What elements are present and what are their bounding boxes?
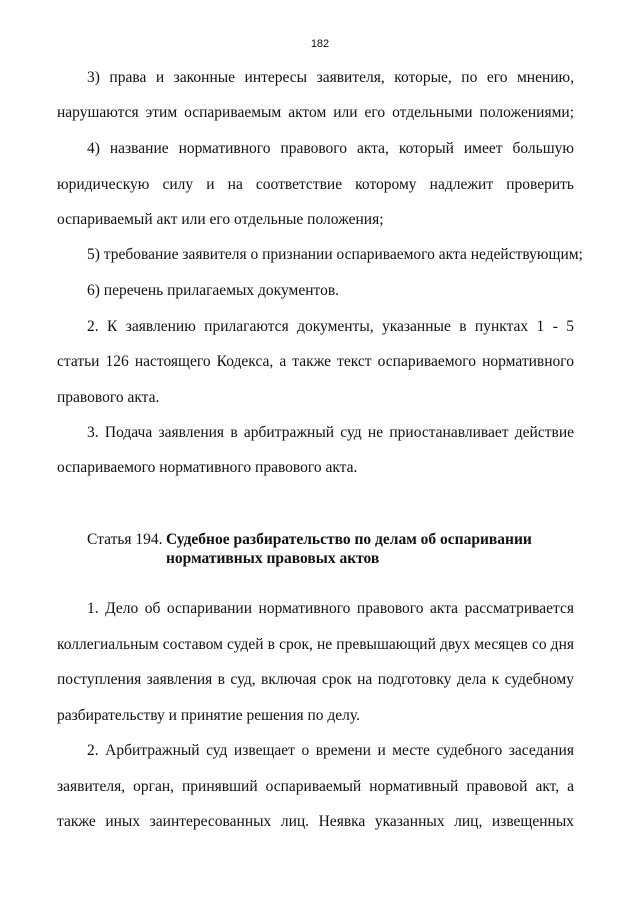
text-line: юридическую силу и на соответствие которому надлежит проверить bbox=[57, 176, 574, 193]
text-line: заявителя, орган, принявший оспариваемый нормативный правовой акт, а bbox=[57, 778, 574, 795]
text-line: 4) название нормативного правового акта, который имеет большую bbox=[87, 140, 574, 157]
text-line: правового акта. bbox=[57, 389, 160, 406]
text-line: оспариваемого нормативного правового акта. bbox=[57, 459, 358, 476]
text-line: 1. Дело об оспаривании нормативного правового акта рассматривается bbox=[87, 600, 574, 617]
article-title-continued: нормативных правовых актов bbox=[166, 550, 380, 567]
text-line: статьи 126 настоящего Кодекса, а также текст оспариваемого нормативного bbox=[57, 353, 574, 370]
text-line: 5) требование заявителя о признании оспариваемого акта недействующим; bbox=[87, 246, 583, 263]
text-line: оспариваемый акт или его отдельные положения; bbox=[57, 211, 384, 228]
article-number: Статья 194. bbox=[87, 531, 163, 548]
text-line: 2. Арбитражный суд извещает о времени и месте судебного заседания bbox=[87, 742, 574, 759]
text-line: 3. Подача заявления в арбитражный суд не приостанавливает действие bbox=[87, 424, 574, 441]
text-line: нарушаются этим оспариваемым актом или его отдельными положениями; bbox=[57, 104, 574, 121]
text-line: 6) перечень прилагаемых документов. bbox=[87, 282, 340, 299]
text-line: разбирательству и принятие решения по делу. bbox=[57, 707, 360, 724]
text-line: 3) права и законные интересы заявителя, которые, по его мнению, bbox=[87, 69, 574, 86]
text-line: поступления заявления в суд, включая срок на подготовку дела к судебному bbox=[57, 671, 574, 688]
text-line: коллегиальным составом судей в срок, не превышающий двух месяцев со дня bbox=[57, 636, 574, 653]
text-line: также иных заинтересованных лиц. Неявка указанных лиц, извещенных bbox=[57, 813, 574, 830]
page-number: 182 bbox=[310, 38, 330, 50]
text-line: 2. К заявлению прилагаются документы, указанные в пунктах 1 - 5 bbox=[87, 318, 574, 335]
article-title: Судебное разбирательство по делам об оспаривании bbox=[166, 531, 532, 548]
